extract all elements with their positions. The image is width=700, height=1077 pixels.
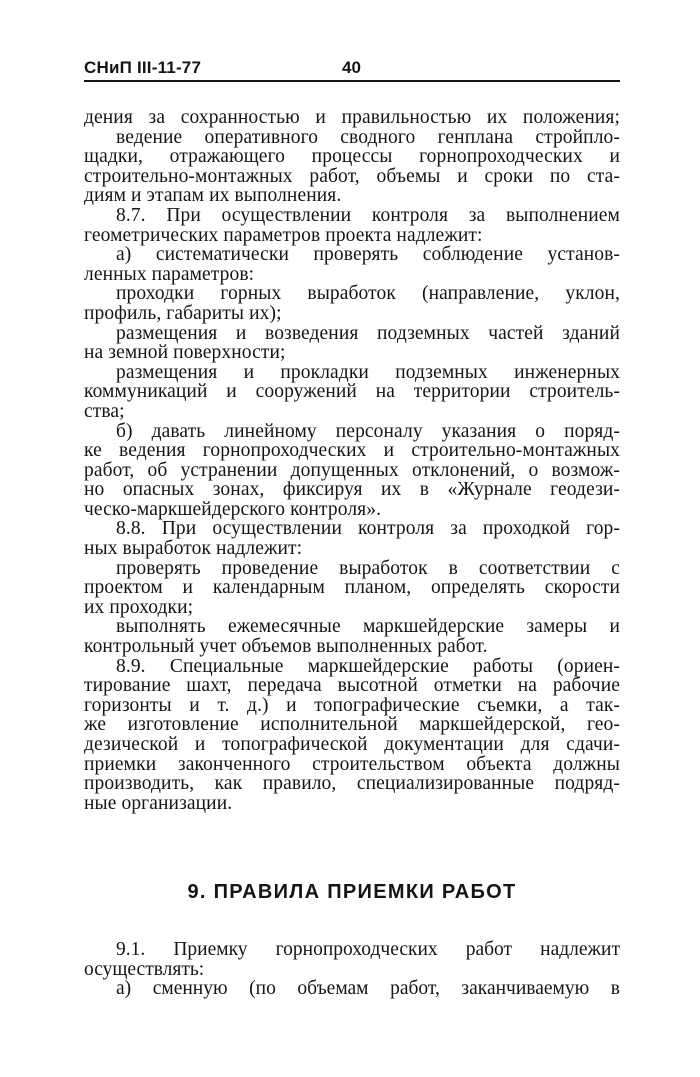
- text-line: контрольный учет объемов выполненных работ.: [84, 636, 488, 658]
- text-line: ленных параметров:: [84, 263, 255, 285]
- text-line: дения за сохранностью и правильностью их положения;: [84, 107, 620, 128]
- text-line: производить, как правило, специализированные подряд-: [84, 773, 620, 795]
- text-line: ных выработок надлежит:: [84, 538, 303, 560]
- text-line: профиль, габариты их);: [84, 302, 282, 324]
- text-line: их проходки;: [84, 596, 194, 618]
- text-line: ке ведения горнопроходческих и строительно-монтажных: [84, 440, 620, 462]
- paragraph: [84, 245, 620, 284]
- text-line: на земной поверхности;: [84, 342, 286, 364]
- text-line: приемки законченного строительством объекта должны: [84, 753, 620, 775]
- text-line: геометрических параметров проекта надлежит:: [84, 224, 483, 246]
- text-line: ные организации.: [84, 792, 233, 814]
- text-line: 8.9. Специальные маркшейдерские работы (ориен-: [116, 655, 620, 677]
- paragraph: [84, 657, 620, 814]
- paragraph: [84, 422, 620, 520]
- text-line: ческо-маркшейдерского контроля».: [84, 498, 382, 520]
- paragraph: [84, 940, 620, 979]
- text-line: проектом и календарным планом, определять скорости: [84, 577, 620, 599]
- text-line: размещения и возведения подземных частей зданий: [116, 322, 620, 344]
- text-line: а) систематически проверять соблюдение установ-: [116, 244, 620, 266]
- text-line: коммуникаций и сооружений на территории строитель-: [84, 381, 620, 403]
- text-line: 9.1. Приемку горнопроходческих работ надлежит: [116, 939, 620, 960]
- paragraph: [84, 979, 620, 999]
- text-line: но опасных зонах, фиксируя их в «Журнале геодези-: [84, 479, 620, 501]
- text-line: проходки горных выработок (направление, уклон,: [116, 283, 620, 305]
- paragraph: [84, 108, 620, 128]
- text-line: горизонты и т. д.) и топографические съемки, а так-: [84, 694, 620, 716]
- section-title: 9. ПРАВИЛА ПРИЕМКИ РАБОТ: [187, 881, 517, 903]
- paragraph: [84, 519, 620, 558]
- text-line: б) давать линейному персоналу указания о поряд-: [116, 420, 620, 442]
- body-text: [84, 108, 620, 813]
- document-code: СНиП III-11-77: [84, 58, 202, 77]
- text-line: тирование шахт, передача высотной отметки на рабочие: [84, 675, 620, 697]
- document-page: [84, 58, 620, 1000]
- paragraph: [84, 206, 620, 245]
- text-line: же изготовление исполнительной маркшейдерской, гео-: [84, 714, 620, 736]
- text-line: проверять проведение выработок в соответствии с: [116, 557, 620, 579]
- header-rule: [84, 80, 620, 82]
- text-line: ведение оперативного сводного генплана стройпло-: [116, 126, 620, 148]
- section-body: [84, 940, 620, 999]
- text-line: выполнять ежемесячные маркшейдерские замеры и: [116, 616, 620, 638]
- text-line: 8.7. При осуществлении контроля за выполнением: [116, 204, 620, 226]
- paragraph: [84, 363, 620, 422]
- paragraph: [84, 617, 620, 656]
- paragraph: [84, 559, 620, 618]
- text-line: размещения и прокладки подземных инженерных: [116, 361, 620, 383]
- page-number: 40: [342, 58, 361, 77]
- paragraph: [84, 128, 620, 206]
- page-header: [84, 58, 620, 88]
- text-line: дезической и топографической документации для сдачи-: [84, 734, 620, 755]
- text-line: осуществлять:: [84, 958, 205, 980]
- text-line: строительно-монтажных работ, объемы и сроки по ста-: [84, 165, 620, 187]
- text-line: а) сменную (по объемам работ, заканчиваемую в: [116, 978, 620, 1000]
- paragraph: [84, 284, 620, 323]
- text-line: ства;: [84, 400, 125, 422]
- text-line: 8.8. При осуществлении контроля за проходкой гор-: [116, 518, 620, 540]
- paragraph: [84, 324, 620, 363]
- text-line: щадки, отражающего процессы горнопроходческих и: [84, 146, 620, 168]
- text-line: работ, об устранении допущенных отклонений, о возмож-: [84, 459, 620, 481]
- text-line: диям и этапам их выполнения.: [84, 185, 342, 207]
